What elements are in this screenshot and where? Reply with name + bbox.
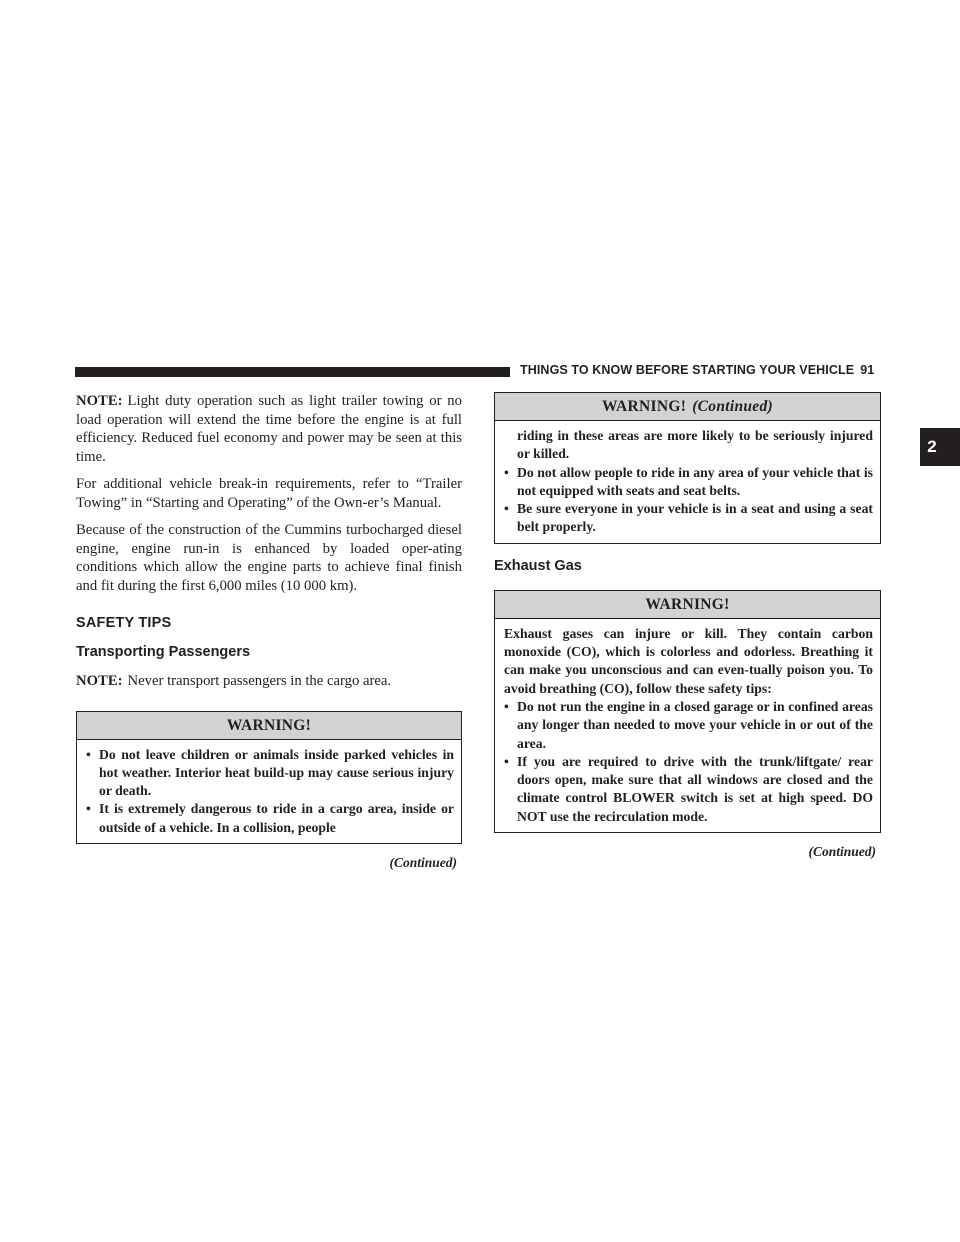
warning-list bbox=[86, 746, 454, 837]
header-rule bbox=[75, 367, 510, 377]
bullet-icon: • bbox=[504, 753, 509, 769]
bullet-icon: • bbox=[86, 801, 91, 817]
subheading-transporting: Transporting Passengers bbox=[76, 644, 251, 660]
paragraph-cummins: Because of the construction of the Cummins turbocharged diesel engine, engine run-in is enhanced by loaded oper-ating conditions which allow the engine parts to achieve final finish and fit during the first 6,000 miles (10 000 km). bbox=[76, 522, 462, 594]
subheading-exhaust-gas: Exhaust Gas bbox=[494, 557, 582, 574]
header-title: THINGS TO KNOW BEFORE STARTING YOUR VEHICLE bbox=[520, 363, 855, 377]
warning-body bbox=[77, 740, 461, 843]
bullet-icon: • bbox=[504, 501, 509, 517]
warning-header bbox=[77, 712, 461, 740]
section-heading: SAFETY TIPS bbox=[76, 615, 172, 631]
paragraph-break-in: For additional vehicle break-in requirements, refer to “Trailer Towing” in “Starting and Operating” of the Own-er’s Manual. bbox=[76, 476, 462, 511]
warning-item: • Do not allow people to ride in any area of your vehicle that is not equipped with seats and seat belts. bbox=[504, 464, 873, 498]
bullet-icon: • bbox=[504, 698, 509, 714]
warning-item: • Do not run the engine in a closed garage or in confined areas any longer than needed to move your vehicle in or out of the area. bbox=[504, 698, 873, 751]
note-label: NOTE: bbox=[76, 673, 123, 689]
note-text: Never transport passengers in the cargo area. bbox=[127, 673, 392, 689]
page-number: 91 bbox=[860, 363, 875, 377]
warning-item: • Be sure everyone in your vehicle is in a seat and using a seat belt properly. bbox=[504, 501, 873, 535]
warning-title: WARNING! bbox=[645, 595, 730, 613]
continued-label: (Continued) bbox=[808, 844, 876, 860]
left-column bbox=[76, 392, 462, 871]
warning-list bbox=[504, 698, 873, 826]
warning-box-continued bbox=[494, 392, 881, 544]
warning-item: • If you are required to drive with the trunk/liftgate/ rear doors open, make sure that all windows are closed and the climate control BLOWER switch is set at high speed. DO NOT use the recirculation mode. bbox=[504, 753, 873, 824]
continued-label: (Continued) bbox=[389, 854, 457, 870]
warning-item: • Do not leave children or animals inside parked vehicles in hot weather. Interior heat build-up may cause serious injury or death. bbox=[86, 746, 454, 799]
warning-title: WARNING! bbox=[226, 716, 312, 734]
warning-item: • It is extremely dangerous to ride in a cargo area, inside or outside of a vehicle. In a collision, people bbox=[86, 801, 454, 835]
warning-box-exhaust bbox=[494, 590, 881, 833]
warning-header bbox=[495, 591, 880, 619]
bullet-icon: • bbox=[86, 746, 91, 762]
note-text: Light duty operation such as light trailer towing or no load operation will extend the time before the engine is at full efficiency. Reduced fuel economy and power may be seen at this time. bbox=[76, 393, 462, 465]
warning-lead-text: riding in these areas are more likely to be seriously injured or killed. bbox=[517, 428, 873, 462]
warning-title: WARNING! bbox=[601, 398, 687, 415]
note-light-duty bbox=[76, 392, 462, 466]
right-column bbox=[494, 392, 881, 860]
warning-header bbox=[495, 393, 880, 421]
warning-list bbox=[504, 464, 873, 537]
warning-body bbox=[495, 421, 880, 543]
warning-continued-suffix: (Continued) bbox=[692, 398, 774, 415]
warning-intro: Exhaust gases can injure or kill. They contain carbon monoxide (CO), which is colorless and odorless. Breathing it can make you unconscious and can even-tually poison you. To avoid breathing (CO), follow these safety tips: bbox=[504, 625, 873, 696]
warning-box-passengers bbox=[76, 711, 462, 844]
bullet-icon: • bbox=[504, 464, 509, 480]
chapter-tab: 2 bbox=[920, 428, 960, 466]
note-label: NOTE: bbox=[76, 393, 123, 409]
note-cargo bbox=[76, 672, 462, 691]
warning-body bbox=[495, 619, 880, 832]
running-header bbox=[520, 363, 874, 377]
